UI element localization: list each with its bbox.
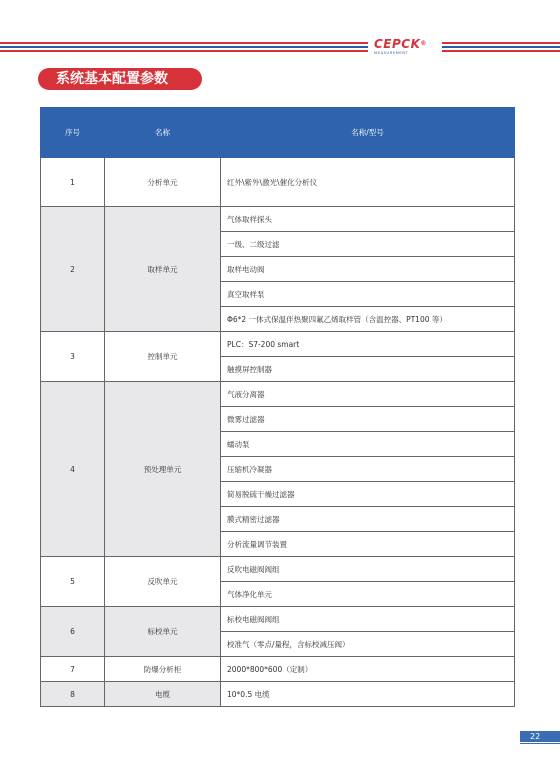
table-row <box>41 158 515 207</box>
row-item: 反吹电磁阀阀组 <box>221 557 515 582</box>
row-item: 标校电磁阀阀组 <box>221 607 515 632</box>
row-name: 防爆分析柜 <box>105 657 221 682</box>
section-title: 系统基本配置参数 <box>38 68 202 90</box>
header-name: 名称 <box>105 108 221 158</box>
row-item: 微雾过滤器 <box>221 407 515 432</box>
row-item: 分析流量调节装置 <box>221 532 515 557</box>
row-name: 预处理单元 <box>105 382 221 557</box>
logo-text: CEPCK <box>374 37 421 51</box>
config-table <box>40 107 515 707</box>
row-item: 真空取样泵 <box>221 282 515 307</box>
row-item: 2000*800*600（定制） <box>221 657 515 682</box>
row-name: 标校单元 <box>105 607 221 657</box>
page-number: 22 <box>520 731 560 742</box>
row-item: PLC：S7-200 smart <box>221 332 515 357</box>
table-row <box>41 332 515 357</box>
header-seq: 序号 <box>41 108 105 158</box>
logo-reg-mark: ® <box>420 40 427 47</box>
table-row <box>41 207 515 232</box>
row-item: 红外\紫外\激光\催化分析仪 <box>221 158 515 207</box>
row-item: 膜式精密过滤器 <box>221 507 515 532</box>
table-row <box>41 557 515 582</box>
brand-logo <box>374 38 440 60</box>
row-name: 取样单元 <box>105 207 221 332</box>
table-row <box>41 607 515 632</box>
header-stripes-right <box>442 42 560 54</box>
row-item: 压缩机冷凝器 <box>221 457 515 482</box>
row-name: 电缆 <box>105 682 221 707</box>
row-item: Φ6*2 一体式保温伴热聚四氟乙烯取样管（含温控器、PT100 等） <box>221 307 515 332</box>
row-seq: 3 <box>41 332 105 382</box>
row-item: 气液分离器 <box>221 382 515 407</box>
row-item: 气体净化单元 <box>221 582 515 607</box>
row-item: 蠕动泵 <box>221 432 515 457</box>
row-name: 反吹单元 <box>105 557 221 607</box>
row-item: 触摸屏控制器 <box>221 357 515 382</box>
header-stripes-left <box>0 42 368 54</box>
row-name: 控制单元 <box>105 332 221 382</box>
row-seq: 7 <box>41 657 105 682</box>
page-number-rule <box>520 743 560 744</box>
row-seq: 4 <box>41 382 105 557</box>
row-item: 一级、二级过滤 <box>221 232 515 257</box>
table-header-row <box>41 108 515 158</box>
row-item: 取样电动阀 <box>221 257 515 282</box>
row-seq: 6 <box>41 607 105 657</box>
table-row <box>41 682 515 707</box>
row-item: 校准气（零点/量程，含标校减压阀） <box>221 632 515 657</box>
row-item: 10*0.5 电缆 <box>221 682 515 707</box>
header-model: 名称/型号 <box>221 108 515 158</box>
row-seq: 5 <box>41 557 105 607</box>
row-seq: 2 <box>41 207 105 332</box>
row-item: 简易脱硫干燥过滤器 <box>221 482 515 507</box>
row-seq: 8 <box>41 682 105 707</box>
row-item: 气体取样探头 <box>221 207 515 232</box>
table-row <box>41 657 515 682</box>
row-name: 分析单元 <box>105 158 221 207</box>
row-seq: 1 <box>41 158 105 207</box>
table-row <box>41 382 515 407</box>
logo-subtitle: MEASUREMENT <box>374 51 409 55</box>
